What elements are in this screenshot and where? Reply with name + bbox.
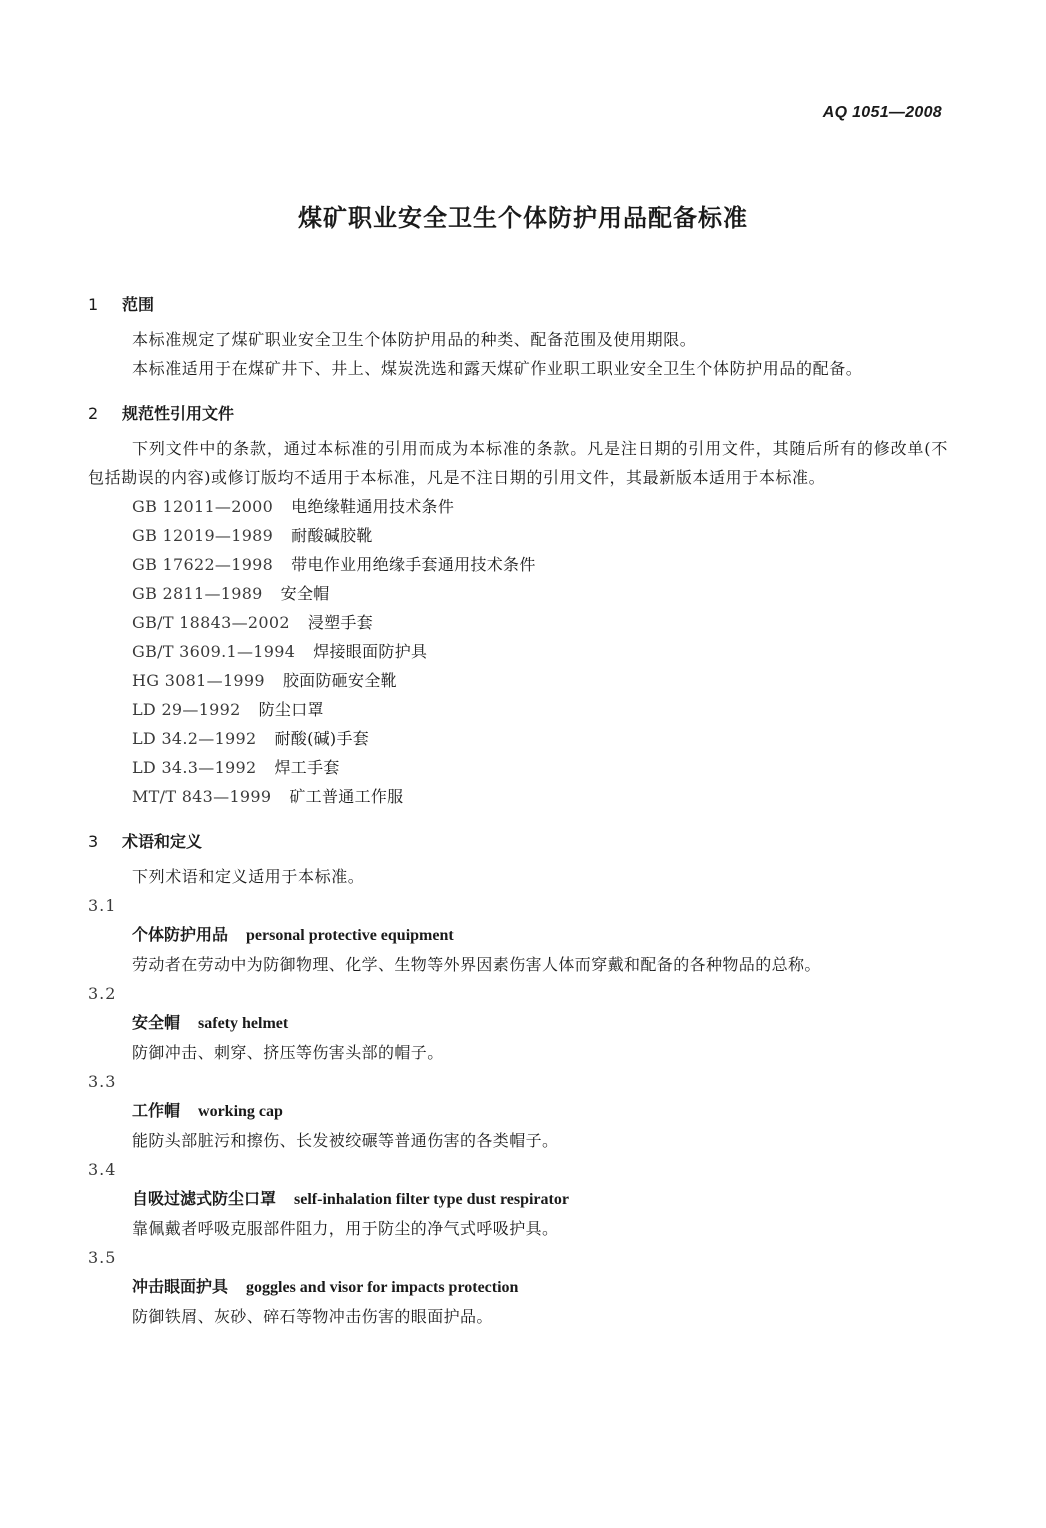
reference-code: LD 34.2—1992: [132, 729, 257, 748]
reference-code: GB 12011—2000: [132, 497, 274, 516]
term-number: 3.5: [88, 1248, 117, 1267]
reference-item: [88, 782, 948, 811]
term-name: [88, 1008, 948, 1038]
term-definition: 靠佩戴者呼吸克服部件阻力，用于防尘的净气式呼吸护具。: [132, 1219, 559, 1238]
reference-title: 安全帽: [280, 584, 330, 603]
reference-item: [88, 608, 948, 637]
reference-title: 电绝缘鞋通用技术条件: [291, 497, 455, 516]
reference-item: [88, 550, 948, 579]
reference-list: [88, 492, 948, 811]
terms-intro: 下列术语和定义适用于本标准。: [132, 867, 365, 886]
reference-item: [88, 492, 948, 521]
reference-item: [88, 753, 948, 782]
term-name-en: safety helmet: [198, 1015, 289, 1032]
reference-title: 带电作业用绝缘手套通用技术条件: [291, 555, 536, 574]
reference-code: GB/T 18843—2002: [132, 613, 290, 632]
standard-code: AQ 1051—2008: [822, 104, 942, 121]
reference-code: MT/T 843—1999: [132, 787, 272, 806]
term-name: [88, 1184, 948, 1214]
term-entry: [88, 891, 948, 979]
section-number: 2: [88, 404, 99, 423]
term-number: 3.4: [88, 1160, 117, 1179]
term-definition: 能防头部脏污和擦伤、长发被绞碾等普通伤害的各类帽子。: [132, 1131, 559, 1150]
section-heading-normative-references: [88, 399, 948, 428]
term-number: 3.1: [88, 896, 117, 915]
reference-item: [88, 521, 948, 550]
reference-code: GB/T 3609.1—1994: [132, 642, 296, 661]
reference-code: LD 29—1992: [132, 700, 241, 719]
section-heading-terms-definitions: [88, 827, 948, 856]
section-heading-scope: [88, 290, 948, 319]
reference-item: [88, 724, 948, 753]
reference-item: [88, 579, 948, 608]
section-title: 规范性引用文件: [122, 404, 235, 423]
reference-title: 焊工手套: [274, 758, 340, 777]
term-name: [88, 920, 948, 950]
term-name-en: goggles and visor for impacts protection: [246, 1279, 519, 1296]
term-definition: 防御铁屑、灰砂、碎石等物冲击伤害的眼面护品。: [132, 1307, 493, 1326]
term-name-zh: 安全帽: [132, 1013, 181, 1032]
section-number: 3: [88, 832, 99, 851]
reference-title: 防尘口罩: [258, 700, 324, 719]
term-number: 3.2: [88, 984, 117, 1003]
term-definition: 防御冲击、刺穿、挤压等伤害头部的帽子。: [132, 1043, 444, 1062]
scope-paragraph: 本标准规定了煤矿职业安全卫生个体防护用品的种类、配备范围及使用期限。: [132, 330, 697, 349]
reference-title: 耐酸碱胶靴: [291, 526, 373, 545]
reference-title: 矿工普通工作服: [289, 787, 404, 806]
scope-paragraph: 本标准适用于在煤矿井下、井上、煤炭洗选和露天煤矿作业职工职业安全卫生个体防护用品的配备。: [132, 359, 863, 378]
references-intro: 下列文件中的条款，通过本标准的引用而成为本标准的条款。凡是注日期的引用文件，其随后所有的修改单(不包括勘误的内容)或修订版均不适用于本标准，凡是不注日期的引用文件，其最新版本适用于本标准。: [88, 439, 948, 487]
term-name-zh: 自吸过滤式防尘口罩: [132, 1189, 277, 1208]
term-name: [88, 1272, 948, 1302]
reference-item: [88, 666, 948, 695]
document-title: 煤矿职业安全卫生个体防护用品配备标准: [298, 204, 748, 232]
reference-title: 胶面防砸安全靴: [282, 671, 397, 690]
term-name-zh: 个体防护用品: [132, 925, 229, 944]
term-entry: [88, 1243, 948, 1331]
term-name-en: self-inhalation filter type dust respirator: [294, 1191, 569, 1208]
term-number: 3.3: [88, 1072, 117, 1091]
reference-item: [88, 695, 948, 724]
document-body: [88, 290, 948, 1331]
term-name-en: working cap: [198, 1103, 283, 1120]
reference-title: 焊接眼面防护具: [313, 642, 428, 661]
term-name-zh: 工作帽: [132, 1101, 181, 1120]
term-name-en: personal protective equipment: [246, 927, 454, 944]
reference-code: GB 2811—1989: [132, 584, 263, 603]
section-number: 1: [88, 295, 99, 314]
section-title: 术语和定义: [122, 832, 203, 851]
section-title: 范围: [122, 295, 155, 314]
reference-title: 耐酸(碱)手套: [274, 729, 370, 748]
term-entry: [88, 1155, 948, 1243]
reference-code: GB 12019—1989: [132, 526, 274, 545]
reference-title: 浸塑手套: [307, 613, 374, 632]
reference-code: GB 17622—1998: [132, 555, 274, 574]
term-name-zh: 冲击眼面护具: [132, 1277, 229, 1296]
term-definition: 劳动者在劳动中为防御物理、化学、生物等外界因素伤害人体而穿戴和配备的各种物品的总称。: [132, 955, 821, 974]
reference-item: [88, 637, 948, 666]
term-entry: [88, 1067, 948, 1155]
term-entry: [88, 979, 948, 1067]
reference-code: LD 34.3—1992: [132, 758, 257, 777]
reference-code: HG 3081—1999: [132, 671, 265, 690]
term-name: [88, 1096, 948, 1126]
